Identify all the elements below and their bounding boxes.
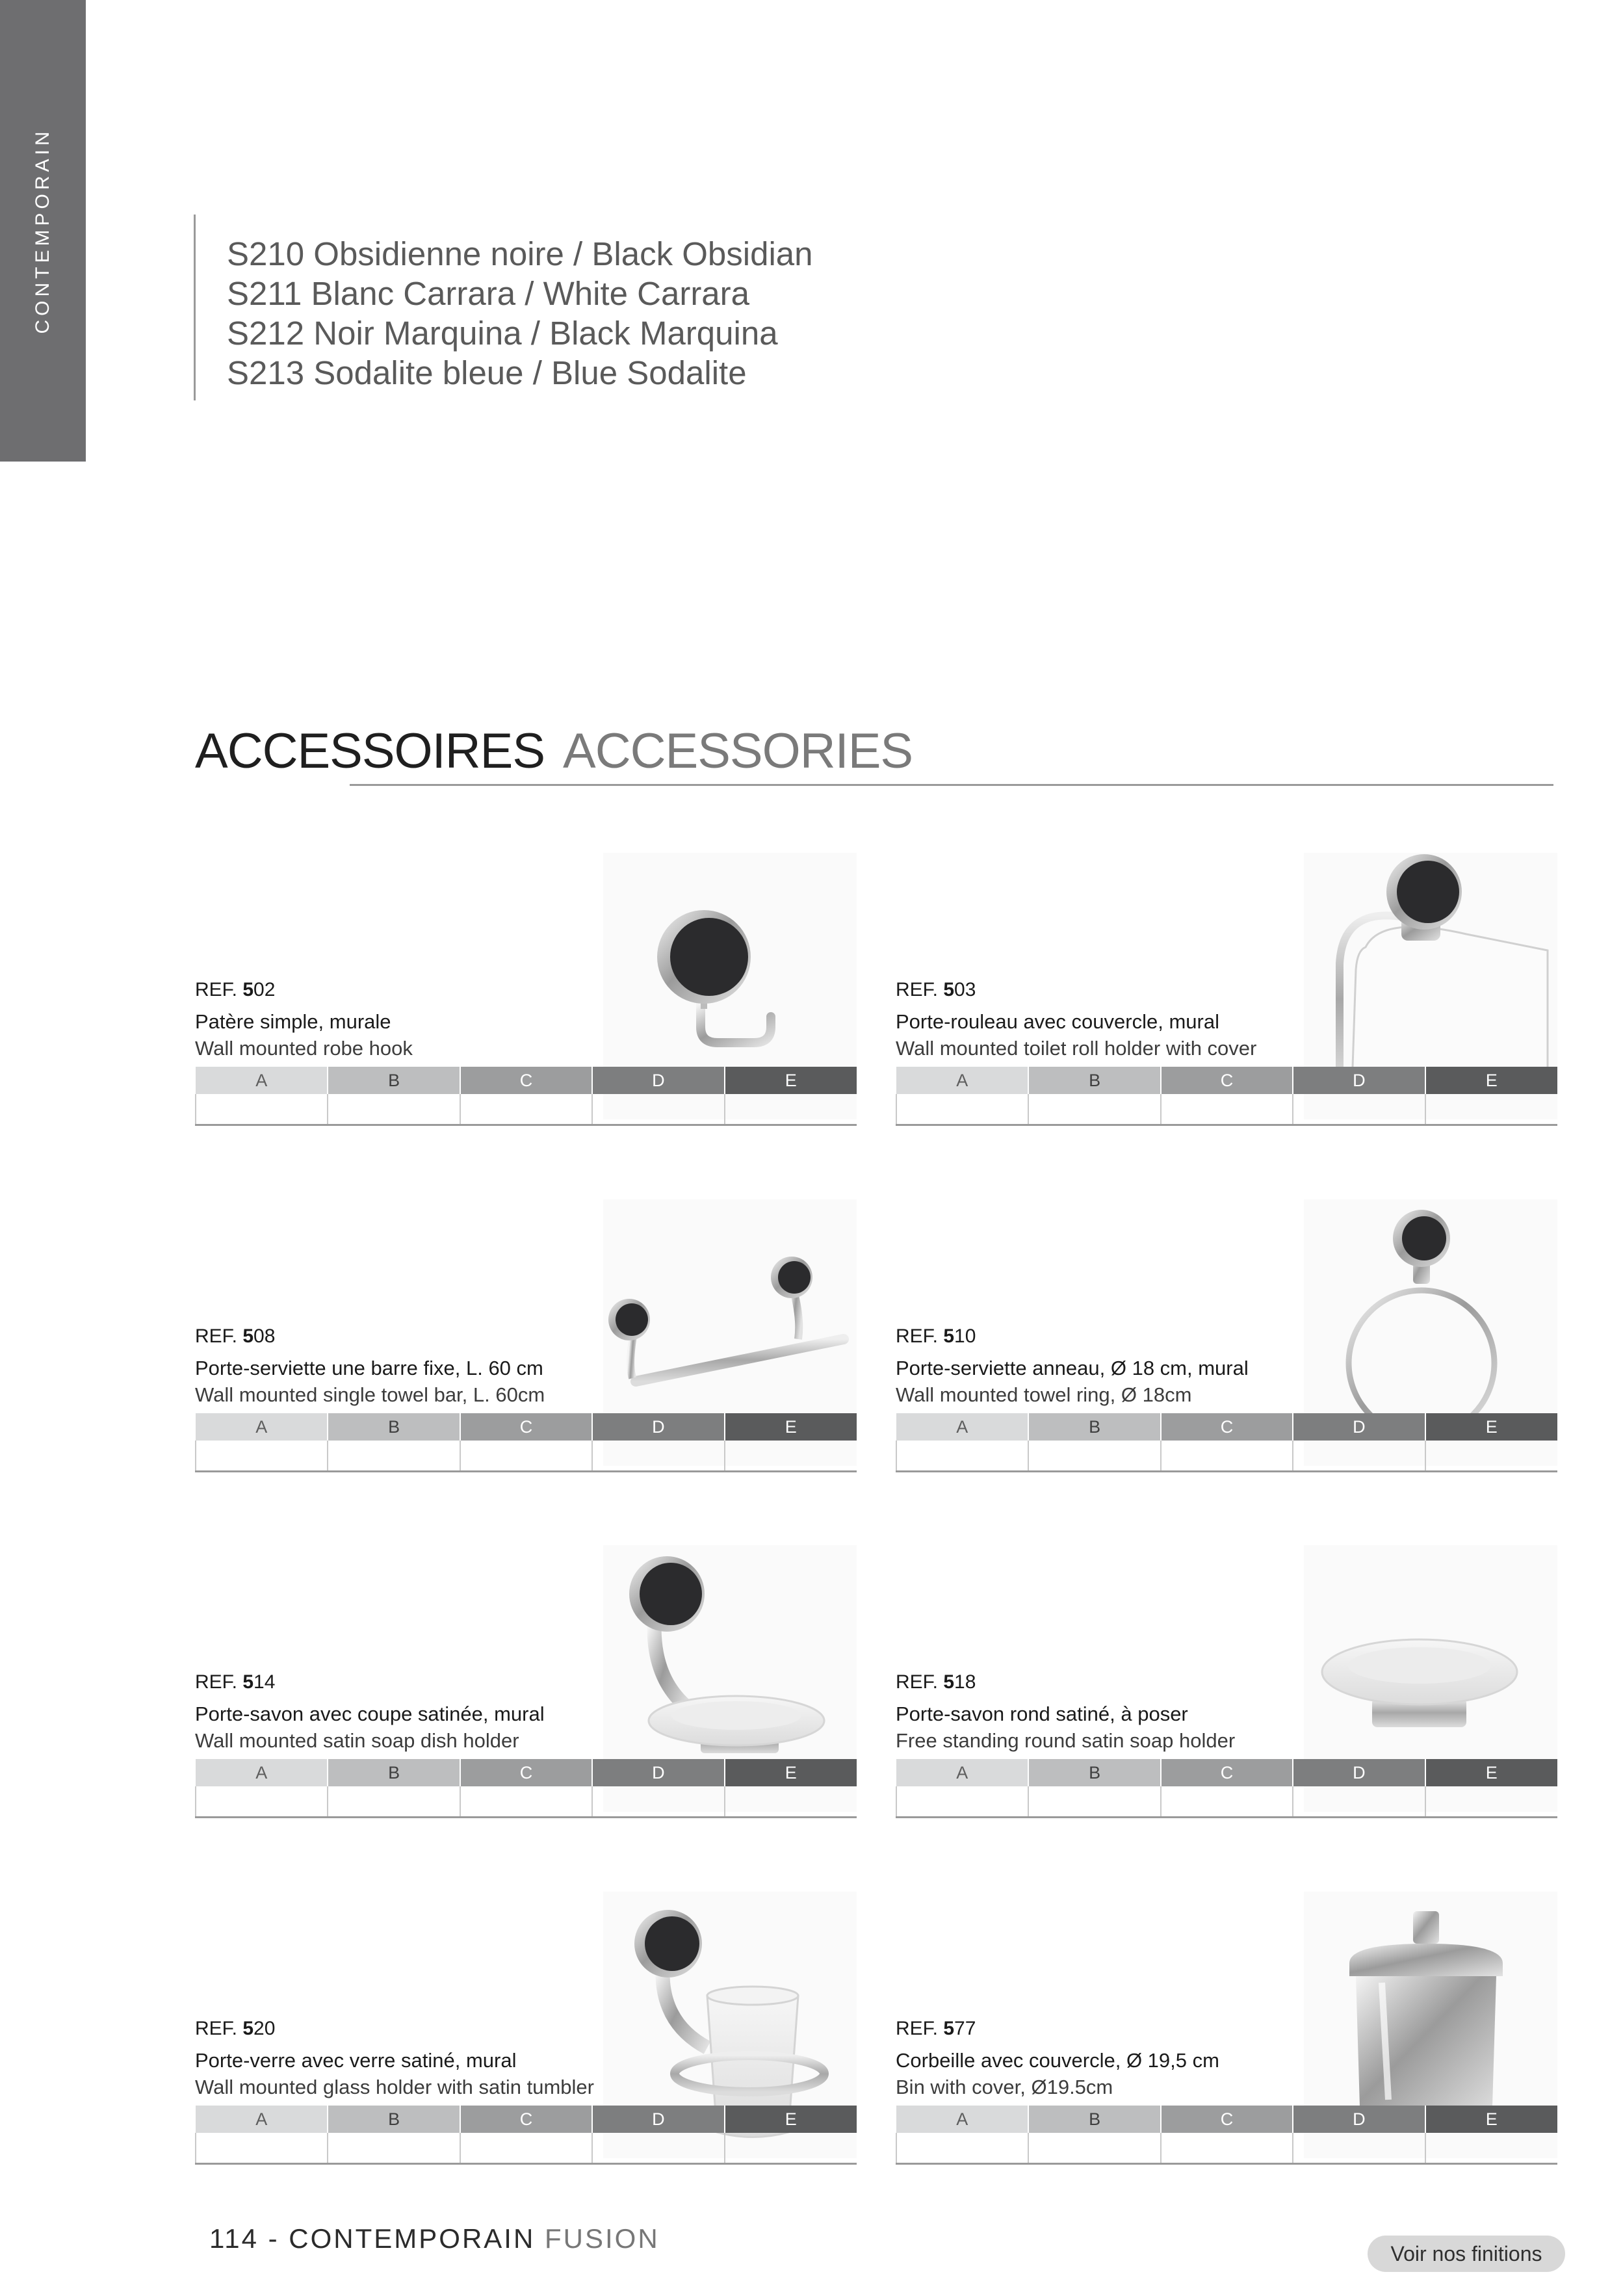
finish-item: S212 Noir Marquina / Black Marquina	[227, 315, 778, 352]
product-name-fr: Porte-rouleau avec couvercle, mural	[896, 1010, 1219, 1033]
section-title	[195, 723, 913, 779]
product-name-fr: Porte-verre avec verre satiné, mural	[195, 2049, 517, 2072]
finish-table: A B C D E	[896, 1067, 1557, 1126]
finish-table: A B C D E	[195, 1067, 857, 1126]
product-ref: REF. 508	[195, 1325, 276, 1347]
finish-table: A B C D E	[896, 1759, 1557, 1818]
product-card	[195, 1199, 857, 1472]
product-card	[896, 1892, 1557, 2165]
product-card	[195, 1545, 857, 1818]
product-name-en: Wall mounted toilet roll holder with cover	[896, 1037, 1257, 1060]
product-ref: REF. 514	[195, 1671, 276, 1693]
section-title-fr: ACCESSOIRES	[195, 724, 545, 779]
section-rule	[350, 784, 1553, 786]
product-name-fr: Corbeille avec couvercle, Ø 19,5 cm	[896, 2049, 1219, 2072]
product-card	[896, 853, 1557, 1126]
collection-name: CONTEMPORAIN	[289, 2223, 536, 2254]
collection-sub: FUSION	[544, 2223, 660, 2254]
product-ref: REF. 510	[896, 1325, 976, 1347]
side-tab-label: CONTEMPORAIN	[32, 127, 53, 334]
product-card	[896, 1199, 1557, 1472]
finish-item: S210 Obsidienne noire / Black Obsidian	[227, 235, 813, 272]
product-ref: REF. 577	[896, 2018, 976, 2039]
product-name-fr: Porte-savon avec coupe satinée, mural	[195, 1702, 545, 1725]
section-title-en: ACCESSORIES	[563, 724, 913, 779]
product-name-en: Wall mounted satin soap dish holder	[195, 1729, 519, 1752]
product-name-en: Wall mounted glass holder with satin tumbler	[195, 2076, 594, 2098]
product-name-fr: Porte-serviette une barre fixe, L. 60 cm	[195, 1357, 543, 1379]
view-finishes-button[interactable]: Voir nos finitions	[1368, 2236, 1565, 2272]
product-card	[896, 1545, 1557, 1818]
product-ref: REF. 502	[195, 979, 276, 1000]
finish-table: A B C D E	[896, 1413, 1557, 1472]
product-name-en: Wall mounted robe hook	[195, 1037, 413, 1060]
product-name-fr: Porte-savon rond satiné, à poser	[896, 1702, 1188, 1725]
product-name-fr: Patère simple, murale	[195, 1010, 391, 1033]
finish-table: A B C D E	[896, 2106, 1557, 2165]
finish-item: S211 Blanc Carrara / White Carrara	[227, 275, 750, 312]
product-card	[195, 853, 857, 1126]
product-ref: REF. 518	[896, 1671, 976, 1693]
finish-table: A B C D E	[195, 1413, 857, 1472]
page-footer: 114 - CONTEMPORAIN FUSION	[209, 2223, 660, 2254]
product-name-en: Wall mounted towel ring, Ø 18cm	[896, 1383, 1192, 1406]
product-name-en: Bin with cover, Ø19.5cm	[896, 2076, 1113, 2098]
finish-list	[194, 215, 813, 400]
product-card	[195, 1892, 857, 2165]
finish-table: A B C D E	[195, 2106, 857, 2165]
product-name-en: Wall mounted single towel bar, L. 60cm	[195, 1383, 545, 1406]
product-ref: REF. 503	[896, 979, 976, 1000]
finish-item: S213 Sodalite bleue / Blue Sodalite	[227, 354, 747, 391]
product-name-fr: Porte-serviette anneau, Ø 18 cm, mural	[896, 1357, 1249, 1379]
product-name-en: Free standing round satin soap holder	[896, 1729, 1236, 1752]
finish-table: A B C D E	[195, 1759, 857, 1818]
product-ref: REF. 520	[195, 2018, 276, 2039]
page-number: 114	[209, 2223, 259, 2254]
side-tab	[0, 0, 86, 462]
